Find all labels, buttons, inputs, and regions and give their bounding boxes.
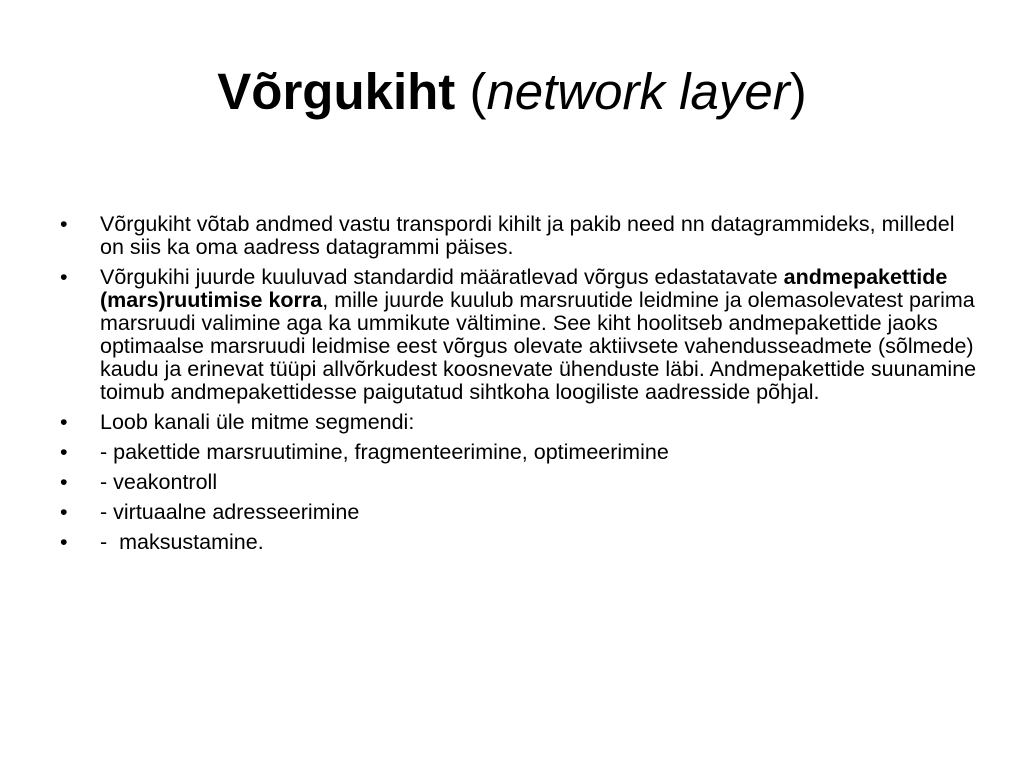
bullet-icon: • (60, 212, 68, 236)
title-italic: network layer (486, 63, 790, 120)
bullet-item (60, 441, 980, 464)
bullet-icon: • (60, 410, 68, 434)
bullet-text-before: Võrgukihi juurde kuuluvad standardid määratlevad võrgus edastatavate (100, 265, 784, 289)
bullet-icon: • (60, 265, 68, 289)
title-close-paren: ) (789, 63, 807, 120)
bullet-text-after: , mille juurde kuulub marsruutide leidmine ja olemasolevatest parima marsruudi valimine aga ka ummikute vältimine. See kiht hoolitseb andmepakettide jaoks optimaalse marsruudi leidmise eest võrgus olevate aktiivsete vahendusseadmete (sõlmede) kaudu ja erinevat tüüpi allvõrkudest koosnevate ühenduste läbi. Andmepakettide suunamine toimub andmepakettidesse paigutatud sihtkoha loogiliste aadresside põhjal. (100, 288, 977, 404)
bullet-text: - pakettide marsruutimine, fragmenteerimine, optimeerimine (100, 440, 669, 464)
bullet-item (60, 471, 980, 494)
bullet-item (60, 266, 980, 404)
bullet-text: - maksustamine. (100, 530, 264, 554)
bullet-text: Võrgukiht võtab andmed vastu transpordi kihilt ja pakib need nn datagrammideks, milledel on siis ka oma aadress datagrammi päises. (100, 212, 955, 259)
bullet-text: - veakontroll (100, 470, 218, 494)
bullet-item (60, 213, 980, 259)
bullet-icon: • (60, 470, 68, 494)
bullet-text: Loob kanali üle mitme segmendi: (100, 410, 415, 434)
bullet-item (60, 531, 980, 554)
bullet-item (60, 501, 980, 524)
title-main: Võrgukiht (217, 63, 456, 120)
bullet-icon: • (60, 500, 68, 524)
bullet-item (60, 411, 980, 434)
bullet-list (60, 213, 980, 561)
slide-title (0, 62, 1024, 122)
bullet-icon: • (60, 440, 68, 464)
bullet-text-bold: andmepakettide (mars)ruutimise korra (100, 265, 948, 312)
title-open-paren: ( (455, 63, 487, 120)
bullet-text: - virtuaalne adresseerimine (100, 500, 360, 524)
bullet-icon: • (60, 530, 68, 554)
